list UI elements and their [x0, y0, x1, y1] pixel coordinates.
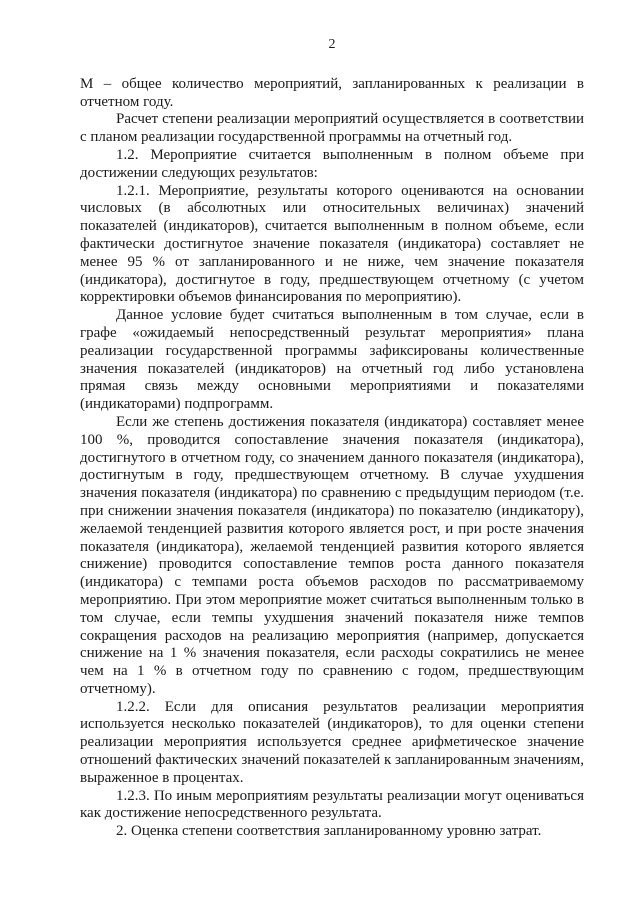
paragraph-clause-1-2-3: 1.2.3. По иным мероприятиям результаты реализации могут оцениваться как достижение непосредственного результата. [80, 787, 584, 822]
paragraph-section-2: 2. Оценка степени соответствия запланированному уровню затрат. [116, 823, 542, 840]
page-number: 2 [328, 37, 336, 52]
paragraph-clause-1-2-1: 1.2.1. Мероприятие, результаты которого оцениваются на основании числовых (в абсолютных или относительных величинах) значений показателей (индикаторов), считается выполненным в полном объеме, если фактически достигнутое значение показателя (индикатора) составляет не менее 95 % от запланированного и не ниже, чем значение показателя (индикатора), достигнутое в году, предшествующем отчетному (с учетом корректировки объемов финансирования по мероприятию). [80, 182, 584, 306]
paragraph-calculation: Расчет степени реализации мероприятий осуществляется в соответствии с планом реализации государственной программы на отчетный год. [80, 111, 584, 146]
document-body [80, 76, 584, 841]
paragraph-m-definition: М – общее количество мероприятий, запланированных к реализации в отчетном году. [80, 75, 584, 110]
paragraph-clause-1-2: 1.2. Мероприятие считается выполненным в полном объеме при достижении следующих результатов: [80, 146, 584, 181]
paragraph-degree-less-100: Если же степень достижения показателя (индикатора) составляет менее 100 %, проводится сопоставление значения показателя (индикатора), достигнутого в отчетном году, со значением данного показателя (индикатора), достигнутым в году, предшествующем отчетному. В случае ухудшения значения показателя (индикатора) по сравнению с предыдущим периодом (т.е. при снижении значения показателя (индикатора) по показателю (индикатору), желаемой тенденцией развития которого является рост, и при росте значения показателя (индикатора), желаемой тенденцией развития которого является снижение) проводится сопоставление темпов роста данного показателя (индикатора) с темпами роста объемов расходов по рассматриваемому мероприятию. При этом мероприятие может считаться выполненным только в том случае, если темпы ухудшения значений показателя ниже темпов сокращения расходов на реализацию мероприятия (например, допускается снижение на 1 % значения показателя, если расходы сократились не менее чем на 1 % в отчетном году по сравнению с годом, предшествующим отчетному). [80, 413, 584, 697]
paragraph-condition: Данное условие будет считаться выполненным в том случае, если в графе «ожидаемый непосредственный результат мероприятия» плана реализации государственной программы зафиксированы количественные значения показателей (индикаторов) на отчетный год либо установлена прямая связь между основными мероприятиями и показателями (индикаторами) подпрограмм. [80, 307, 584, 413]
paragraph-clause-1-2-2: 1.2.2. Если для описания результатов реализации мероприятия используется несколько показателей (индикаторов), то для оценки степени реализации мероприятия используется среднее арифметическое значение отношений фактических значений показателей к запланированным значениям, выраженное в процентах. [80, 698, 584, 786]
